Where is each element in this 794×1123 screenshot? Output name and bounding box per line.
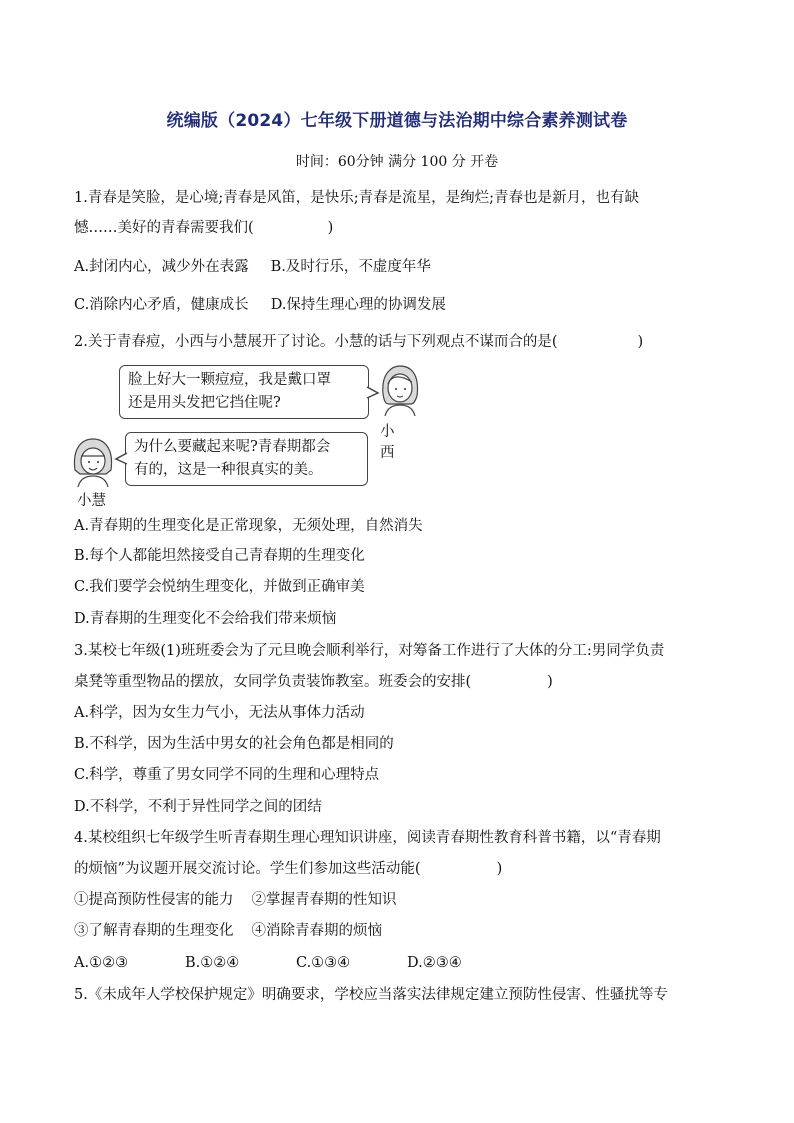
question-2-option-a: A.青春期的生理变化是正常现象，无须处理，自然消失 bbox=[74, 518, 423, 534]
question-1-options-row-2 bbox=[74, 295, 446, 315]
xiaohui-avatar-icon bbox=[70, 436, 116, 488]
closing-paren: ) bbox=[547, 674, 553, 690]
statement-4: ④消除青春期的烦恼 bbox=[251, 923, 382, 939]
xiaohui-speech-line-1: 为什么要藏起来呢?青春期都会 bbox=[134, 439, 331, 455]
xiaohui-name-label: 小慧 bbox=[77, 493, 106, 509]
closing-paren: ) bbox=[327, 220, 334, 236]
xiaohui-speech-line-2: 有的，这是一种很真实的美。 bbox=[134, 462, 323, 478]
option-a: A.①②③ bbox=[74, 955, 129, 971]
question-4-statements-row-1 bbox=[74, 890, 397, 910]
question-5-stem-line-1: 5.《未成年人学校保护规定》明确要求，学校应当落实法律规定建立预防性侵害、性骚扰等专 bbox=[74, 987, 668, 1003]
option-b: B.及时行乐，不虚度年华 bbox=[270, 259, 431, 275]
option-d: D.②③④ bbox=[407, 955, 462, 971]
option-d: D.保持生理心理的协调发展 bbox=[270, 297, 446, 313]
statement-2: ②掌握青春期的性知识 bbox=[251, 892, 397, 908]
dialogue-illustration bbox=[70, 364, 395, 514]
question-2-stem-text: 2.关于青春痘，小西与小慧展开了讨论。小慧的话与下列观点不谋而合的是( bbox=[74, 334, 558, 350]
xiaoxi-speech-line-1: 脸上好大一颗痘痘，我是戴口罩 bbox=[128, 372, 331, 388]
option-c: C.消除内心矛盾，健康成长 bbox=[74, 297, 249, 313]
option-a: A.封闭内心，减少外在表露 bbox=[74, 259, 249, 275]
question-4-stem-text: 的烦恼”为议题开展交流讨论。学生们参加这些活动能( bbox=[74, 861, 421, 877]
option-c: C.①③④ bbox=[296, 955, 351, 971]
exam-info: 时间：60分钟 满分 100 分 开卷 bbox=[295, 154, 499, 170]
xiaoxi-avatar-icon bbox=[375, 364, 425, 418]
question-4-stem-line-1: 4.某校组织七年级学生听青春期生理心理知识讲座，阅读青春期性教育科普书籍，以“青春期 bbox=[74, 830, 661, 846]
statement-1: ①提高预防性侵害的能力 bbox=[74, 892, 234, 908]
xiaoxi-speech-line-2: 还是用头发把它挡住呢? bbox=[128, 395, 281, 411]
question-2-option-b: B.每个人都能坦然接受自己青春期的生理变化 bbox=[74, 548, 365, 564]
question-3-stem-line-1: 3.某校七年级(1)班班委会为了元旦晚会顺利举行，对筹备工作进行了大体的分工:男同学负责 bbox=[74, 643, 665, 659]
xiaoxi-name-label: 小西 bbox=[380, 424, 395, 461]
question-2-stem-line-1 bbox=[74, 332, 643, 352]
question-4-statements-row-2 bbox=[74, 921, 382, 941]
question-2-option-d: D.青春期的生理变化不会给我们带来烦恼 bbox=[74, 611, 337, 627]
page-title: 统编版（2024）七年级下册道德与法治期中综合素养测试卷 bbox=[166, 111, 628, 131]
question-3-option-b: B.不科学，因为生活中男女的社会角色都是相同的 bbox=[74, 736, 394, 752]
closing-paren: ) bbox=[637, 334, 644, 350]
question-1-options-row-1 bbox=[74, 257, 431, 277]
question-4-options-row bbox=[74, 953, 462, 973]
question-3-option-d: D.不科学，不利于异性同学之间的团结 bbox=[74, 799, 322, 815]
question-2-option-c: C.我们要学会悦纳生理变化，并做到正确审美 bbox=[74, 579, 365, 595]
question-3-option-c: C.科学，尊重了男女同学不同的生理和心理特点 bbox=[74, 767, 380, 783]
question-1-stem-line-1: 1.青春是笑脸，是心境;青春是风笛，是快乐;青春是流星，是绚烂;青春也是新月，也有缺 bbox=[74, 190, 639, 206]
xiaohui-speech-bubble bbox=[125, 432, 368, 486]
question-1-stem-line-2 bbox=[74, 218, 333, 238]
closing-paren: ) bbox=[496, 861, 503, 877]
question-1-stem-text: 憾……美好的青春需要我们( bbox=[74, 220, 254, 236]
option-b: B.①②④ bbox=[185, 955, 240, 971]
question-3-stem-line-2 bbox=[74, 672, 553, 692]
question-3-stem-text: 桌凳等重型物品的摆放，女同学负责装饰教室。班委会的安排( bbox=[74, 674, 472, 690]
question-3-option-a: A.科学，因为女生力气小，无法从事体力活动 bbox=[74, 705, 365, 721]
question-4-stem-line-2 bbox=[74, 859, 502, 879]
xiaoxi-speech-bubble bbox=[119, 365, 369, 419]
bubble-tail-icon bbox=[114, 452, 128, 466]
statement-3: ③了解青春期的生理变化 bbox=[74, 923, 234, 939]
